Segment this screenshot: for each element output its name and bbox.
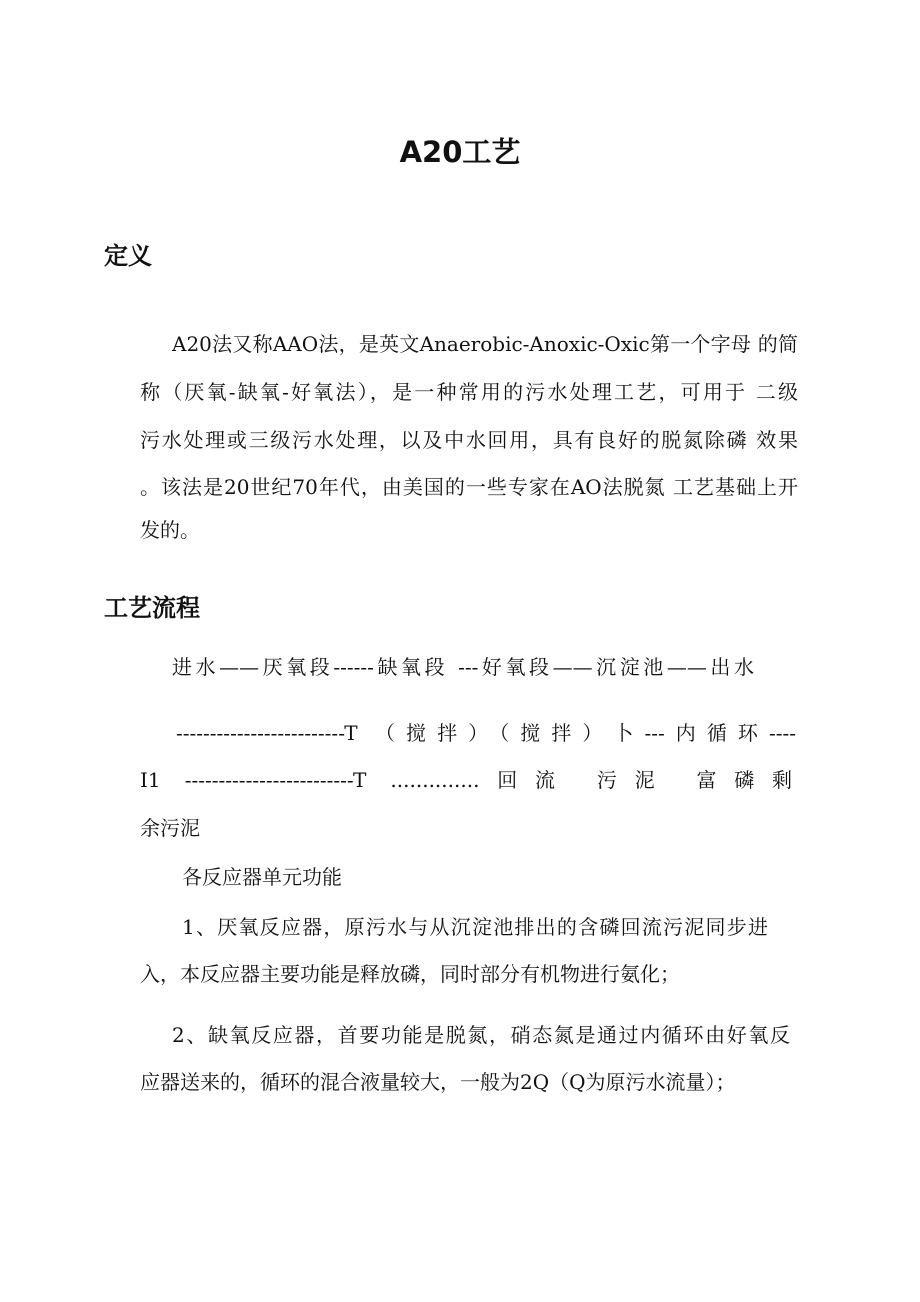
flow-line: 余污泥 xyxy=(140,816,200,840)
item-line: 2、缺氧反应器，首要功能是脱氮，硝态氮是通过内循环由好氧反 xyxy=(172,1023,790,1047)
item-line: 入，本反应器主要功能是释放磷，同时部分有机物进行氨化； xyxy=(140,962,680,986)
document-title: A20工艺 xyxy=(399,135,521,169)
subheading: 各反应器单元功能 xyxy=(182,865,342,889)
flow-line: -------------------------T （搅拌）（搅拌）卜---内循环---- xyxy=(176,721,796,745)
item-line: 1、厌氧反应器，原污水与从沉淀池排出的含磷回流污泥同步进 xyxy=(182,915,768,939)
paragraph-line: 称（厌氧-缺氧-好氧法），是一种常用的污水处理工艺，可用于 二级 xyxy=(140,380,798,404)
paragraph-line: A20法又称AAO法，是英文Anaerobic-Anoxic-Oxic第一个字母 的简 xyxy=(172,332,798,356)
item-line: 应器送来的，循环的混合液量较大，一般为2Q（Q为原污水流量）； xyxy=(140,1070,736,1094)
paragraph-line: 。该法是20世纪70年代，由美国的一些专家在AO法脱氮 工艺基础上开 xyxy=(140,475,798,499)
flow-line: 进水——厌氧段------缺氧段 ---好氧段——沉淀池——出水 xyxy=(172,655,754,679)
section-heading-process: 工艺流程 xyxy=(104,594,200,622)
paragraph-line: 污水处理或三级污水处理，以及中水回用，具有良好的脱氮除磷 效果 xyxy=(140,428,798,452)
flow-line: I1 -------------------------T ..............回流 污泥 富磷剩 xyxy=(140,768,792,792)
paragraph-line: 发的。 xyxy=(140,518,200,542)
section-heading-definition: 定义 xyxy=(104,242,152,270)
